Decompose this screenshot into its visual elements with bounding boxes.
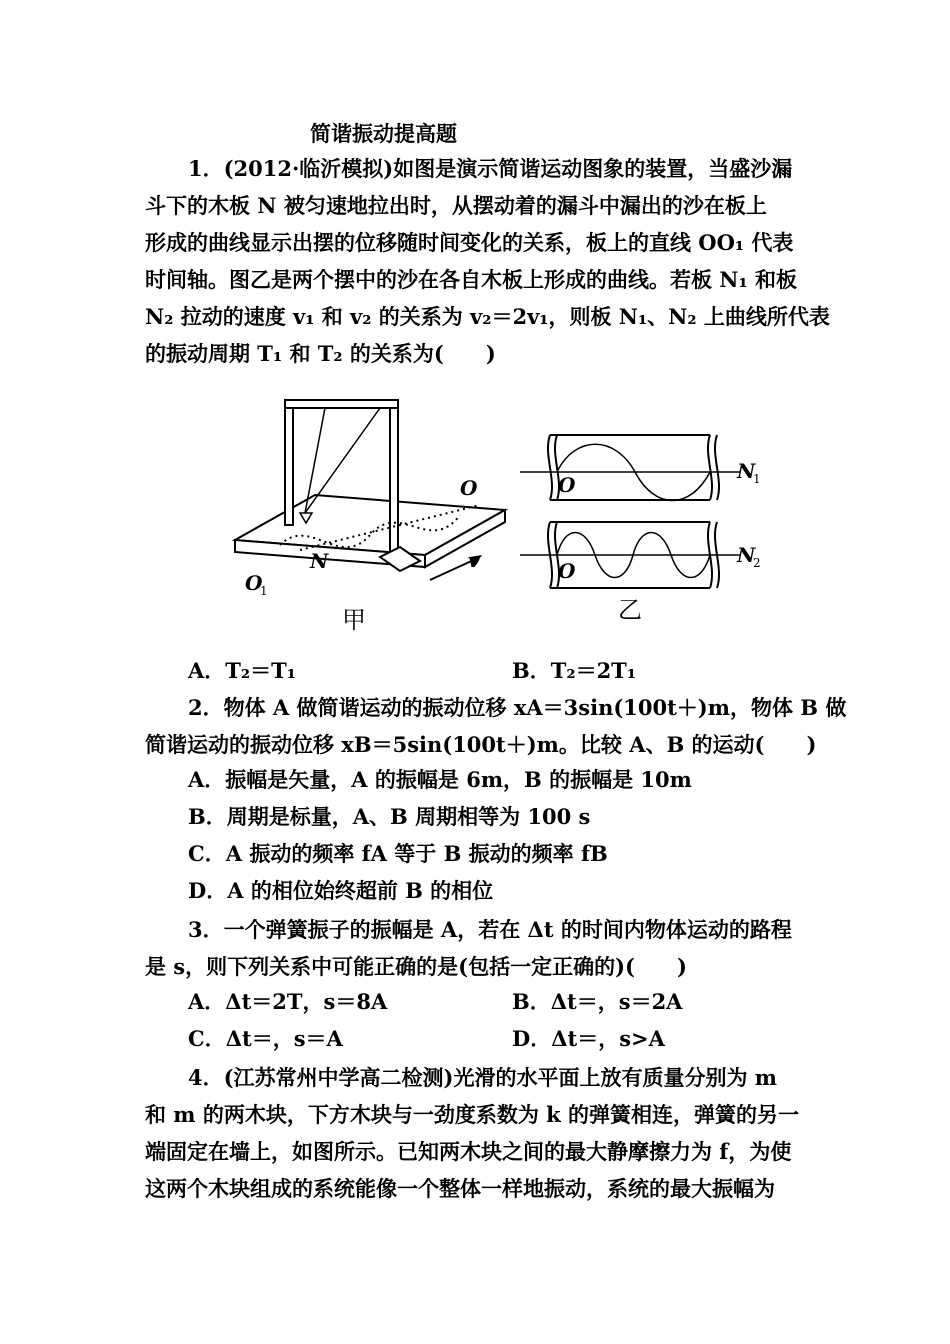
q1-line-5: N₂ 拉动的速度 v₁ 和 v₂ 的关系为 v₂＝2v₁，则板 N₁、N₂ 上曲线所代表 <box>145 304 830 329</box>
q4-line-2: 和 m 的两木块，下方木块与一劲度系数为 k 的弹簧相连，弹簧的另一 <box>145 1102 800 1127</box>
label-v: v <box>468 548 480 572</box>
figure-left-caption: 甲 <box>342 606 366 634</box>
label-o-bottom: O <box>558 559 576 583</box>
q1-line-4: 时间轴。图乙是两个摆中的沙在各自木板上形成的曲线。若板 N₁ 和板 <box>145 267 798 292</box>
q3-line-2: 是 s，则下列关系中可能正确的是(包括一定正确的)( ) <box>145 954 687 979</box>
q4-line-3: 端固定在墙上，如图所示。已知两木块之间的最大静摩擦力为 f，为使 <box>145 1139 792 1164</box>
label-o1-sub: 1 <box>260 584 268 598</box>
q1-line-3: 形成的曲线显示出摆的位移随时间变化的关系，板上的直线 OO₁ 代表 <box>145 230 794 255</box>
label-n2-sub: 2 <box>753 556 761 570</box>
label-o-top: O <box>558 473 576 497</box>
q1-line-6: 的振动周期 T₁ 和 T₂ 的关系为( ) <box>145 341 496 366</box>
q3-option-b: B．Δt＝，s＝2A <box>512 989 683 1014</box>
q3-option-c: C．Δt＝，s＝A <box>188 1026 343 1051</box>
label-n1: N <box>737 459 756 483</box>
q4-line-4: 这两个木块组成的系统能像一个整体一样地振动，系统的最大振幅为 <box>145 1176 775 1201</box>
q3-option-d: D．Δt＝，s>A <box>512 1026 665 1051</box>
q4-line-1: 4．(江苏常州中学高二检测)光滑的水平面上放有质量分别为 m <box>188 1065 778 1090</box>
q2-option-a: A．振幅是矢量，A 的振幅是 6m，B 的振幅是 10m <box>188 767 692 792</box>
label-n1-sub: 1 <box>753 472 761 486</box>
q2-line-1: 2．物体 A 做简谐运动的振动位移 xA＝3sin(100t＋)m，物体 B 做 <box>188 695 847 720</box>
q3-option-a: A．Δt＝2T，s＝8A <box>188 989 388 1014</box>
pendulum-apparatus-figure <box>230 395 520 615</box>
label-n: N <box>310 549 329 573</box>
label-o1: O <box>245 571 263 595</box>
q2-option-b: B．周期是标量，A、B 周期相等为 100 s <box>188 804 591 829</box>
q2-line-2: 简谐运动的振动位移 xB＝5sin(100t＋)m。比较 A、B 的运动( ) <box>145 732 817 757</box>
label-o: O <box>460 476 478 500</box>
figure-right-caption: 乙 <box>618 596 642 624</box>
q1-option-b: B．T₂＝2T₁ <box>512 658 637 683</box>
q2-option-c: C．A 振动的频率 fA 等于 B 振动的频率 fB <box>188 841 608 866</box>
label-n2: N <box>737 543 756 567</box>
page-title: 简谐振动提高题 <box>310 121 457 146</box>
q1-line-2: 斗下的木板 N 被匀速地拉出时，从摆动着的漏斗中漏出的沙在板上 <box>145 193 767 218</box>
q1-option-a: A．T₂＝T₁ <box>188 658 296 683</box>
q1-line-1: 1．(2012·临沂模拟)如图是演示简谐运动图象的装置，当盛沙漏 <box>188 156 793 181</box>
q3-line-1: 3．一个弹簧振子的振幅是 A，若在 Δt 的时间内物体运动的路程 <box>188 917 792 942</box>
q2-option-d: D．A 的相位始终超前 B 的相位 <box>188 878 494 903</box>
sand-trace-figure <box>515 430 775 595</box>
